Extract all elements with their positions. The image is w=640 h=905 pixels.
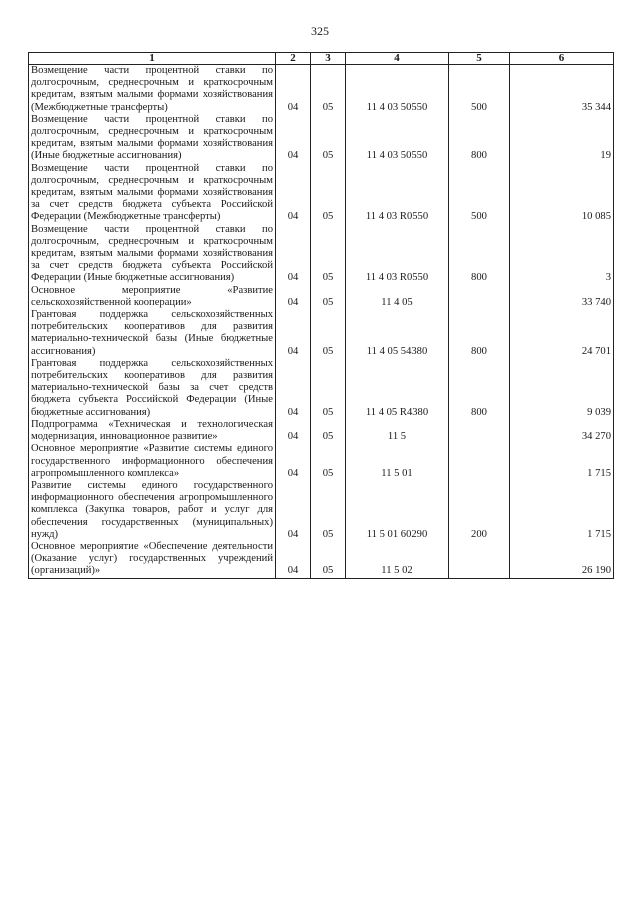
table-row	[29, 285, 614, 309]
subsection-code: 05	[311, 419, 346, 443]
amount: 9 039	[510, 358, 614, 419]
expense-type-code	[449, 541, 510, 578]
expense-type-code	[449, 285, 510, 309]
row-description: Развитие системы единого государственного информационного обеспечения агропромышленного комплекса (Закупка товаров, работ и услуг для обеспечения государственных (муниципальных) нужд)	[29, 480, 276, 541]
subsection-code: 05	[311, 541, 346, 578]
target-article-code: 11 5 01 60290	[346, 480, 449, 541]
expense-type-code	[449, 443, 510, 480]
column-header: 1	[29, 53, 276, 65]
target-article-code: 11 5	[346, 419, 449, 443]
table-row	[29, 419, 614, 443]
expense-type-code	[449, 419, 510, 443]
row-description: Основное мероприятие «Обеспечение деятельности (Оказание услуг) государственных учреждений (организаций)»	[29, 541, 276, 578]
table-row	[29, 65, 614, 114]
amount: 1 715	[510, 480, 614, 541]
amount: 26 190	[510, 541, 614, 578]
expense-type-code: 200	[449, 480, 510, 541]
target-article-code: 11 4 03 R0550	[346, 224, 449, 285]
subsection-code: 05	[311, 224, 346, 285]
subsection-code: 05	[311, 358, 346, 419]
table-row	[29, 309, 614, 358]
expense-type-code: 800	[449, 224, 510, 285]
subsection-code: 05	[311, 443, 346, 480]
header-row	[29, 53, 614, 65]
section-code: 04	[276, 65, 311, 114]
amount: 34 270	[510, 419, 614, 443]
target-article-code: 11 4 03 50550	[346, 65, 449, 114]
column-header: 4	[346, 53, 449, 65]
row-description: Возмещение части процентной ставки по долгосрочным, среднесрочным и краткосрочным кредитам, взятым малыми формами хозяйствования за счет средств бюджета субъекта Российской Федерации (Иные бюджетные ассигнования)	[29, 224, 276, 285]
target-article-code: 11 5 02	[346, 541, 449, 578]
column-header: 5	[449, 53, 510, 65]
target-article-code: 11 4 05 R4380	[346, 358, 449, 419]
amount: 33 740	[510, 285, 614, 309]
row-description: Грантовая поддержка сельскохозяйственных потребительских кооперативов для развития материально-технической базы (Иные бюджетные ассигнования)	[29, 309, 276, 358]
page-number: 325	[311, 24, 329, 38]
expense-type-code: 800	[449, 114, 510, 163]
amount: 19	[510, 114, 614, 163]
column-header: 6	[510, 53, 614, 65]
table-row	[29, 541, 614, 578]
column-header: 2	[276, 53, 311, 65]
target-article-code: 11 4 05	[346, 285, 449, 309]
subsection-code: 05	[311, 309, 346, 358]
expense-type-code: 500	[449, 65, 510, 114]
row-description: Возмещение части процентной ставки по долгосрочным, среднесрочным и краткосрочным кредитам, взятым малыми формами хозяйствования (Иные бюджетные ассигнования)	[29, 114, 276, 163]
subsection-code: 05	[311, 65, 346, 114]
row-description: Основное мероприятие «Развитие сельскохозяйственной кооперации»	[29, 285, 276, 309]
row-description: Подпрограмма «Техническая и технологическая модернизация, инновационное развитие»	[29, 419, 276, 443]
table-row	[29, 114, 614, 163]
section-code: 04	[276, 358, 311, 419]
row-description: Грантовая поддержка сельскохозяйственных потребительских кооперативов для развития материально-технической базы за счет средств бюджета субъекта Российской Федерации (Иные бюджетные ассигнования)	[29, 358, 276, 419]
target-article-code: 11 4 05 54380	[346, 309, 449, 358]
section-code: 04	[276, 285, 311, 309]
table-row	[29, 224, 614, 285]
subsection-code: 05	[311, 163, 346, 224]
budget-table	[28, 52, 614, 579]
row-description: Возмещение части процентной ставки по долгосрочным, среднесрочным и краткосрочным кредитам, взятым малыми формами хозяйствования за счет средств бюджета субъекта Российской Федерации (Межбюджетные трансферты)	[29, 163, 276, 224]
section-code: 04	[276, 224, 311, 285]
amount: 10 085	[510, 163, 614, 224]
expense-type-code: 500	[449, 163, 510, 224]
amount: 24 701	[510, 309, 614, 358]
section-code: 04	[276, 541, 311, 578]
target-article-code: 11 4 03 50550	[346, 114, 449, 163]
expense-type-code: 800	[449, 309, 510, 358]
target-article-code: 11 4 03 R0550	[346, 163, 449, 224]
section-code: 04	[276, 114, 311, 163]
subsection-code: 05	[311, 285, 346, 309]
section-code: 04	[276, 309, 311, 358]
section-code: 04	[276, 480, 311, 541]
subsection-code: 05	[311, 114, 346, 163]
table-row	[29, 163, 614, 224]
table-row	[29, 443, 614, 480]
target-article-code: 11 5 01	[346, 443, 449, 480]
amount: 35 344	[510, 65, 614, 114]
table-row	[29, 358, 614, 419]
section-code: 04	[276, 419, 311, 443]
section-code: 04	[276, 443, 311, 480]
row-description: Возмещение части процентной ставки по долгосрочным, среднесрочным и краткосрочным кредитам, взятым малыми формами хозяйствования (Межбюджетные трансферты)	[29, 65, 276, 114]
section-code: 04	[276, 163, 311, 224]
amount: 1 715	[510, 443, 614, 480]
row-description: Основное мероприятие «Развитие системы единого государственного информационного обеспечения агропромышленного комплекса»	[29, 443, 276, 480]
amount: 3	[510, 224, 614, 285]
subsection-code: 05	[311, 480, 346, 541]
column-header: 3	[311, 53, 346, 65]
expense-type-code: 800	[449, 358, 510, 419]
table-row	[29, 480, 614, 541]
